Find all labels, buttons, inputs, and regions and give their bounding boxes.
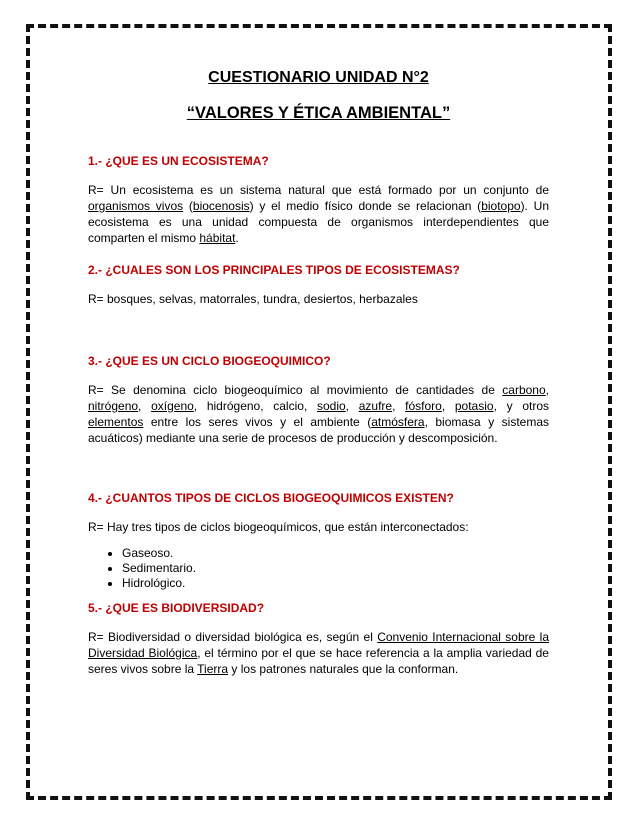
answer-text: , [545, 383, 549, 397]
list-item: • Gaseoso. [122, 546, 549, 561]
answer-text: , hidrógeno, calcio, [193, 399, 317, 413]
answer-text: , [138, 399, 152, 413]
question-2: 2.- ¿CUALES SON LOS PRINCIPALES TIPOS DE ECOSISTEMAS? [88, 263, 460, 277]
spacer [88, 324, 549, 354]
link-habitat[interactable]: hábitat [199, 231, 236, 245]
question-5: 5.- ¿QUE ES BIODIVERSIDAD? [88, 601, 265, 615]
list-item: • Hidrológico. [122, 576, 549, 591]
answer-text: , biomasa y sistemas acuáticos) mediante una serie de procesos de producción y descomposición. [88, 415, 550, 445]
answer-text: entre los seres vivos y el ambiente ( [143, 415, 372, 429]
answer-text: R= Biodiversidad o diversidad biológica es, según el [88, 630, 378, 644]
link-elementos[interactable]: elementos [88, 415, 144, 429]
link-nitrogeno[interactable]: nitrógeno [88, 399, 139, 413]
link-azufre[interactable]: azufre [358, 399, 393, 413]
link-carbono[interactable]: carbono [502, 383, 546, 397]
answer-text: ) y el medio físico donde se relacionan ( [249, 199, 482, 213]
document-subtitle: “VALORES Y ÉTICA AMBIENTAL” [186, 104, 451, 122]
question-4: 4.- ¿CUANTOS TIPOS DE CICLOS BIOGEOQUIMICOS EXISTEN? [88, 491, 454, 505]
answer-text: y los patrones naturales que la conforman. [228, 662, 459, 676]
link-potasio[interactable]: potasio [454, 399, 494, 413]
spacer [88, 463, 549, 491]
answer-1 [88, 182, 549, 246]
list-item: • Sedimentario. [122, 561, 549, 576]
answer-3 [88, 382, 549, 446]
answer-text: R= Un ecosistema es un sistema natural que está formado por un conjunto de [88, 183, 549, 197]
document-title: CUESTIONARIO UNIDAD N°2 [208, 69, 429, 86]
cycle-types-list [88, 546, 549, 591]
answer-text: ( [183, 199, 193, 213]
answer-text: R= Se denomina ciclo biogeoquímico al movimiento de cantidades de [88, 383, 503, 397]
answer-text: , [392, 399, 406, 413]
link-oxigeno[interactable]: oxígeno [151, 399, 194, 413]
link-convenio-diversidad-biologica[interactable]: Convenio Internacional sobre la Diversidad Biológica [88, 630, 549, 660]
question-1: 1.- ¿QUE ES UN ECOSISTEMA? [88, 154, 269, 168]
answer-text: , y otros [493, 399, 549, 413]
question-3: 3.- ¿QUE ES UN CICLO BIOGEOQUIMICO? [88, 354, 331, 368]
answer-text: , [441, 399, 455, 413]
link-biocenosis[interactable]: biocenosis [192, 199, 250, 213]
link-tierra[interactable]: Tierra [197, 662, 229, 676]
link-biotopo[interactable]: biotopo [481, 199, 521, 213]
answer-5 [88, 629, 549, 677]
answer-text: , el término por el que se hace referencia a la amplia variedad de seres vivos sobre la [88, 646, 549, 676]
link-organismos-vivos[interactable]: organismos vivos [88, 199, 184, 213]
answer-2: R= bosques, selvas, matorrales, tundra, desiertos, herbazales [88, 292, 418, 306]
answer-4: R= Hay tres tipos de ciclos biogeoquímicos, que están interconectados: [88, 520, 469, 534]
document-body [88, 68, 549, 694]
link-atmosfera[interactable]: atmósfera [371, 415, 425, 429]
answer-text: , [345, 399, 359, 413]
answer-text: . [235, 231, 239, 245]
answer-text: ). Un ecosistema es una unidad compuesta de organismos interdependientes que comparten el mismo [88, 199, 549, 245]
link-sodio[interactable]: sodio [316, 399, 346, 413]
link-fosforo[interactable]: fósforo [405, 399, 442, 413]
